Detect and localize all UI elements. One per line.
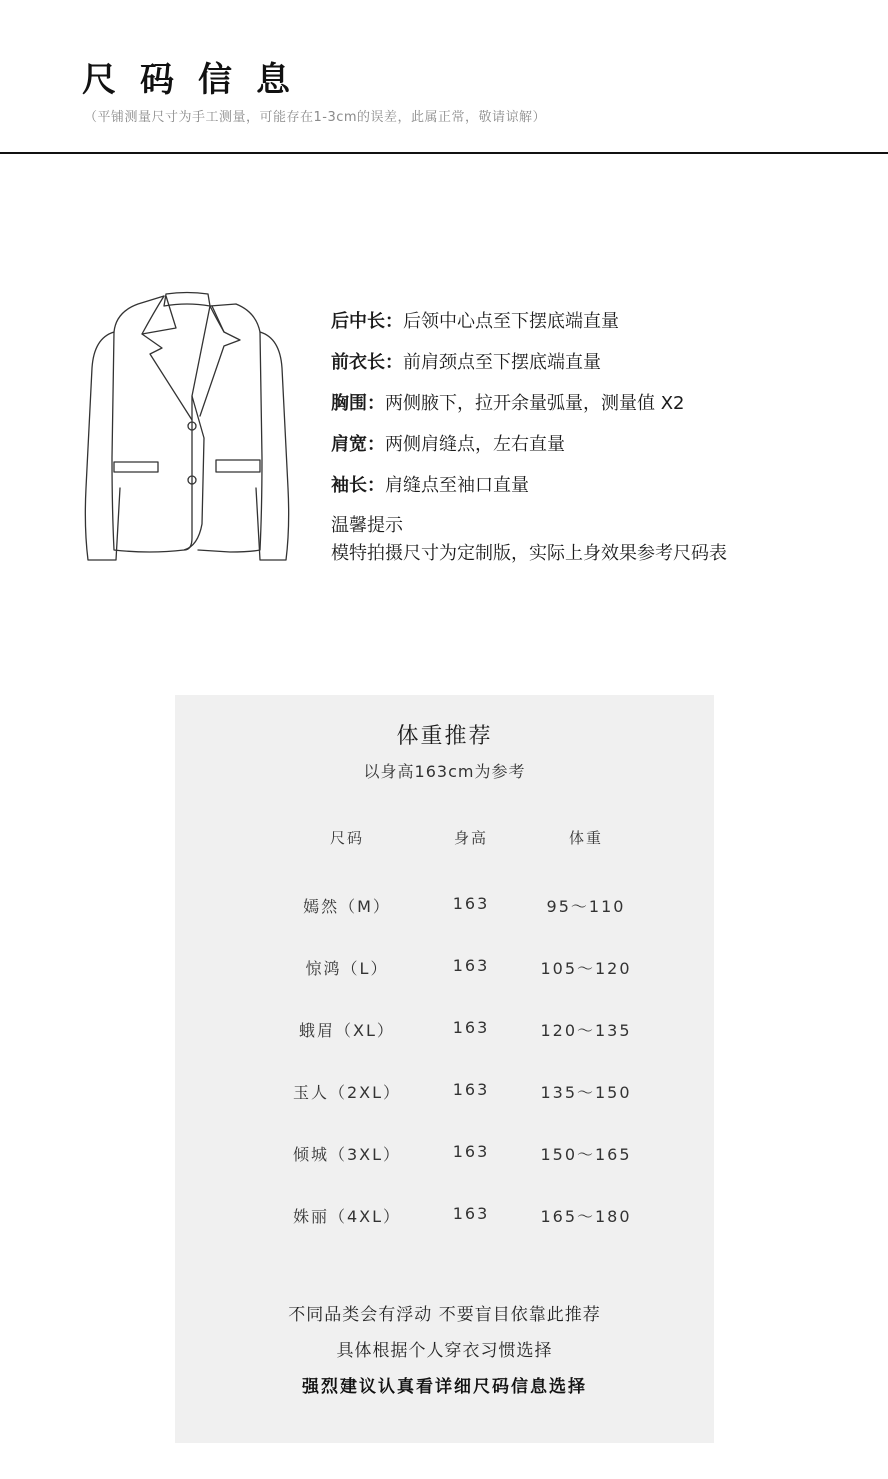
- height-cell: 163: [452, 1080, 490, 1099]
- measurement-label: 后中长：: [331, 311, 403, 332]
- measurement-item: [331, 471, 727, 512]
- weight-recommendation-panel: [175, 695, 714, 1443]
- height-cell: 163: [452, 1018, 490, 1037]
- size-cell: 蛾眉（XL）: [299, 1021, 395, 1040]
- page-title: 尺码信息: [82, 60, 314, 100]
- size-cell: 倾城（3XL）: [292, 1145, 402, 1164]
- note-line: 不同品类会有浮动 不要盲目依靠此推荐: [288, 1305, 601, 1325]
- height-cell: 163: [452, 894, 490, 913]
- measurement-label: 肩宽：: [331, 434, 385, 455]
- header-height: 身高: [453, 829, 488, 847]
- measurement-text: 两侧肩缝点，左右直量: [385, 434, 565, 455]
- measurement-list: [331, 307, 727, 568]
- weight-cell: 135～150: [540, 1083, 632, 1102]
- weight-cell: 105～120: [540, 959, 632, 978]
- page-subtitle: （平铺测量尺寸为手工测量，可能存在1-3cm的误差，此属正常，敬请谅解）: [84, 110, 547, 125]
- weight-cell: 165～180: [540, 1207, 632, 1226]
- size-cell: 惊鸿（L）: [305, 959, 389, 978]
- note-line: 具体根据个人穿衣习惯选择: [336, 1341, 553, 1361]
- height-cell: 163: [452, 956, 490, 975]
- measurement-label: 前衣长：: [331, 352, 403, 373]
- weight-cell: 95～110: [546, 897, 626, 916]
- measurement-text: 两侧腋下，拉开余量弧量，测量值 X2: [385, 393, 685, 414]
- height-cell: 163: [452, 1204, 490, 1223]
- measurement-label: 袖长：: [331, 475, 385, 496]
- note-emphasis: 强烈建议认真看详细尺码信息选择: [302, 1377, 587, 1397]
- weight-cell: 120～135: [540, 1021, 632, 1040]
- measurement-text: 后领中心点至下摆底端直量: [403, 311, 619, 332]
- measurement-item: [331, 389, 727, 430]
- measurement-item: [331, 307, 727, 348]
- measurement-item: [331, 348, 727, 389]
- header-divider: [0, 152, 888, 154]
- weight-cell: 150～165: [540, 1145, 632, 1164]
- size-cell: 姝丽（4XL）: [292, 1207, 402, 1226]
- header-weight: 体重: [568, 829, 603, 847]
- panel-subtitle: 以身高163cm为参考: [363, 762, 526, 781]
- tip-text: 模特拍摄尺寸为定制版，实际上身效果参考尺码表: [331, 543, 727, 564]
- header-size: 尺码: [329, 829, 364, 847]
- size-cell: 玉人（2XL）: [292, 1083, 402, 1102]
- blazer-outline-icon: [80, 288, 294, 568]
- measurement-text: 前肩颈点至下摆底端直量: [403, 352, 601, 373]
- size-cell: 嫣然（M）: [303, 897, 391, 916]
- height-cell: 163: [452, 1142, 490, 1161]
- measurement-label: 胸围：: [331, 393, 385, 414]
- measurement-text: 肩缝点至袖口直量: [385, 475, 529, 496]
- panel-title: 体重推荐: [396, 724, 493, 749]
- measurement-item: [331, 430, 727, 471]
- tip-title: 温馨提示: [331, 515, 403, 536]
